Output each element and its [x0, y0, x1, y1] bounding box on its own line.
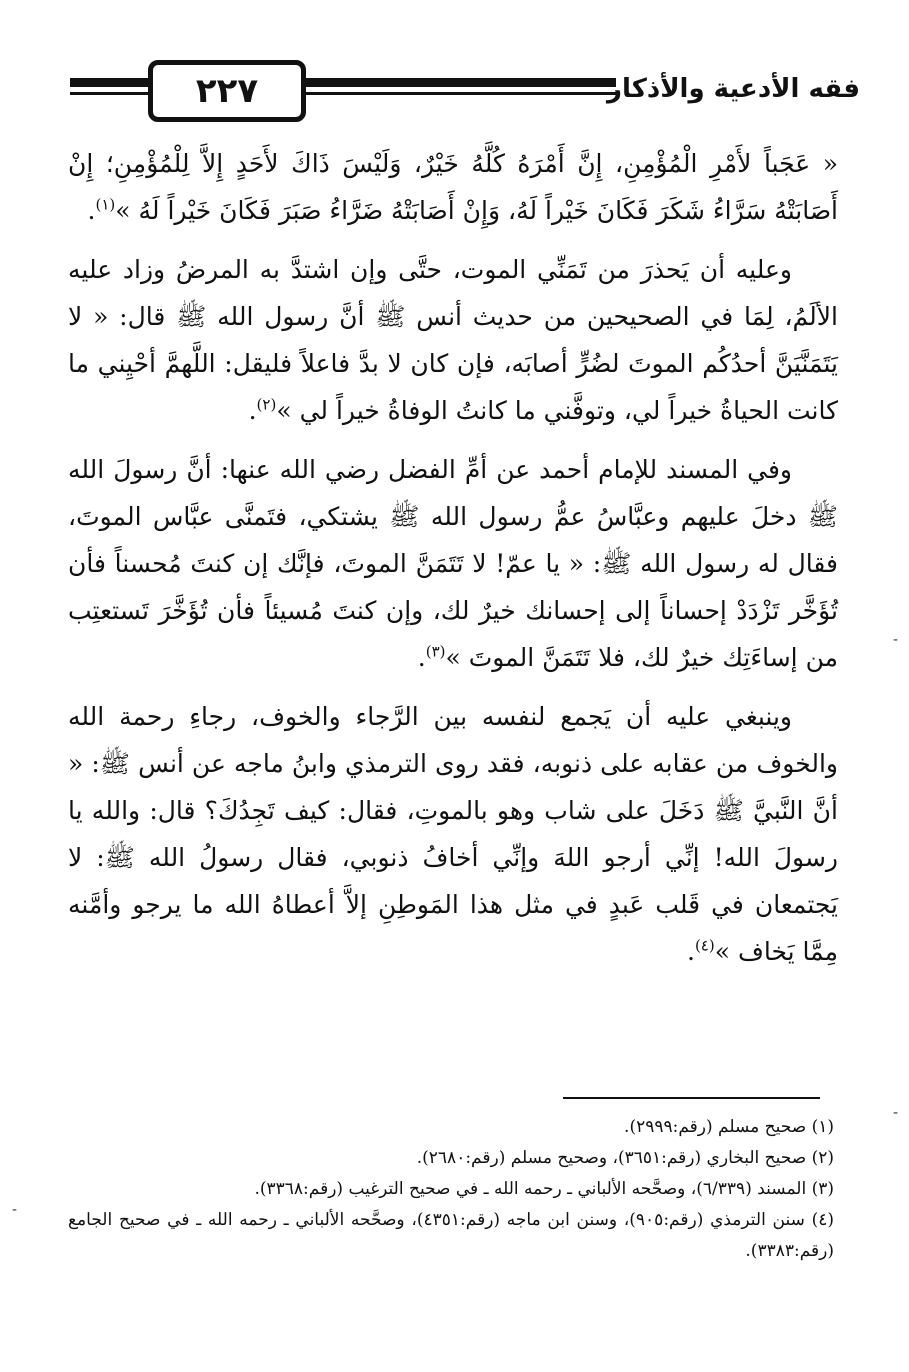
header-rule-right-thick — [306, 78, 616, 87]
paragraph-hope-fear: وينبغي عليه أن يَجمع لنفسه بين الرَّجاء والخوف، رجاءِ رحمة الله والخوف من عقابه على ذنوبه، فقد روى الترمذي وابنُ ماجه عن أنس ﷺ: « أنَّ النَّبيَّ ﷺ دَخَلَ على شاب وهو بالموتِ، فقال: كيف تَجِدُكَ؟ قال: والله يا رسولَ الله! إنِّي أرجو اللهَ وإنِّي أخافُ ذنوبي، فقال رسولُ الله ﷺ: لا يَجتمعان في قَلب عَبدٍ في مثل هذا المَوطِنِ إلاَّ أعطاهُ الله ما يرجو وأمَّنه مِمَّا يَخاف »$^{(٤)}$. — [68, 702, 838, 966]
footnote-reference: (١) — [95, 195, 116, 214]
page-number: ٢٢٧ — [148, 60, 306, 122]
page-header — [70, 60, 860, 130]
footnote-reference: (٤) — [694, 936, 715, 955]
paragraph-hadith-believer: « عَجَباً لأَمْرِ الْمُؤْمِنِ، إِنَّ أَمْرَهُ كُلَّهُ خَيْرٌ، وَلَيْسَ ذَاكَ لأَحَدٍ إِلاَّ لِلْمُؤْمِنِ؛ إِنْ أَصَابَتْهُ سَرَّاءُ شَكَرَ فَكَانَ خَيْراً لَهُ، وَإِنْ أَصَابَتْهُ ضَرَّاءُ صَبَرَ فَكَانَ خَيْراً لَهُ »$^{(١)}$. — [68, 149, 838, 225]
header-rule-right-thin — [306, 92, 616, 95]
footnote-item: (١) صحيح مسلم (رقم:٢٩٩٩). — [624, 1117, 834, 1137]
paragraph-musnad-abbas: وفي المسند للإمام أحمد عن أمِّ الفضل رضي الله عنها: أنَّ رسولَ الله ﷺ دخلَ عليهم وعبَّاسُ عمُّ رسول الله ﷺ يشتكي، فتَمنَّى عبَّاس الموتَ، فقال له رسول الله ﷺ: « يا عمّ! لا تَتَمَنَّ الموتَ، فإنَّك إن كنتَ مُحسناً فأن تُؤَخَّر تَزْدَدْ إحساناً إلى إحسانك خيرٌ لك، وإن كنتَ مُسيئاً فأن تُؤَخَّرَ تَستعتِب من إساءَتِك خيرٌ لك، فلا تَتَمَنَّ الموتَ »$^{(٣)}$. — [68, 455, 838, 672]
header-rule-left-thin — [70, 92, 148, 95]
footnote-item: (٣) المسند (٦/٣٣٩)، وصحَّحه الألباني ـ رحمه الله ـ في صحيح الترغيب (رقم:٣٣٦٨). — [254, 1179, 834, 1199]
paragraph-text: وعليه أن يَحذرَ من تَمَنِّي الموت، حتَّى وإن اشتدَّ به المرضُ وزاد عليه الألَمُ، لِمَا في الصحيحين من حديث أنس ﷺ أنَّ رسول الله ﷺ قال: « لا يَتَمَنَّيَنَّ أحدُكُم الموتَ لضُرٍّ أصابَه، فإن كان لا بدَّ فاعلاً فليقل: اللَّهمَّ أحْيِني ما كانت الحياةُ خيراً لي، وتوفَّني ما كانتُ الوفاةُ خيراً لي » — [68, 255, 838, 425]
margin-mark: - — [12, 1202, 18, 1218]
main-text — [68, 140, 838, 987]
paragraph-wishing-death: وعليه أن يَحذرَ من تَمَنِّي الموت، حتَّى وإن اشتدَّ به المرضُ وزاد عليه الألَمُ، لِمَا في الصحيحين من حديث أنس ﷺ أنَّ رسول الله ﷺ قال: « لا يَتَمَنَّيَنَّ أحدُكُم الموتَ لضُرٍّ أصابَه، فإن كان لا بدَّ فاعلاً فليقل: اللَّهمَّ أحْيِني ما كانت الحياةُ خيراً لي، وتوفَّني ما كانتُ الوفاةُ خيراً لي »$^{(٢)}$. — [68, 255, 838, 425]
margin-mark: - — [893, 1105, 899, 1121]
footnote-item: (٢) صحيح البخاري (رقم:٣٦٥١)، وصحيح مسلم (رقم:٢٦٨٠). — [416, 1148, 834, 1168]
running-title: فقه الأدعية والأذكار — [607, 74, 860, 104]
footnote-item: (٤) سنن الترمذي (رقم:٩٠٥)، وسنن ابن ماجه (رقم:٤٣٥١)، وصحَّحه الألباني ـ رحمه الله ـ في صحيح الجامع (رقم:٣٣٨٣). — [68, 1210, 835, 1261]
paragraph-text: « عَجَباً لأَمْرِ الْمُؤْمِنِ، إِنَّ أَمْرَهُ كُلَّهُ خَيْرٌ، وَلَيْسَ ذَاكَ لأَحَدٍ إِلاَّ لِلْمُؤْمِنِ؛ إِنْ أَصَابَتْهُ سَرَّاءُ شَكَرَ فَكَانَ خَيْراً لَهُ، وَإِنْ أَصَابَتْهُ ضَرَّاءُ صَبَرَ فَكَانَ خَيْراً لَهُ » — [68, 149, 838, 225]
header-rule-left-thick — [70, 78, 148, 87]
footnotes — [68, 1112, 834, 1267]
footnote-separator — [563, 1097, 820, 1099]
footnote-reference: (٣) — [425, 642, 446, 661]
margin-mark: - — [893, 632, 899, 648]
paragraph-text: وفي المسند للإمام أحمد عن أمِّ الفضل رضي الله عنها: أنَّ رسولَ الله ﷺ دخلَ عليهم وعبَّاسُ عمُّ رسول الله ﷺ يشتكي، فتَمنَّى عبَّاس الموتَ، فقال له رسول الله ﷺ: « يا عمّ! لا تَتَمَنَّ الموتَ، فإنَّك إن كنتَ مُحسناً فأن تُؤَخَّر تَزْدَدْ إحساناً إلى إحسانك خيرٌ لك، وإن كنتَ مُسيئاً فأن تُؤَخَّرَ تَستعتِب من إساءَتِك خيرٌ لك، فلا تَتَمَنَّ الموتَ » — [68, 455, 838, 672]
footnote-reference: (٢) — [256, 395, 277, 414]
paragraph-text: وينبغي عليه أن يَجمع لنفسه بين الرَّجاء والخوف، رجاءِ رحمة الله والخوف من عقابه على ذنوبه، فقد روى الترمذي وابنُ ماجه عن أنس ﷺ: « أنَّ النَّبيَّ ﷺ دَخَلَ على شاب وهو بالموتِ، فقال: كيف تَجِدُكَ؟ قال: والله يا رسولَ الله! إنِّي أرجو اللهَ وإنِّي أخافُ ذنوبي، فقال رسولُ الله ﷺ: لا يَجتمعان في قَلب عَبدٍ في مثل هذا المَوطِنِ إلاَّ أعطاهُ الله ما يرجو وأمَّنه مِمَّا يَخاف » — [68, 702, 838, 966]
